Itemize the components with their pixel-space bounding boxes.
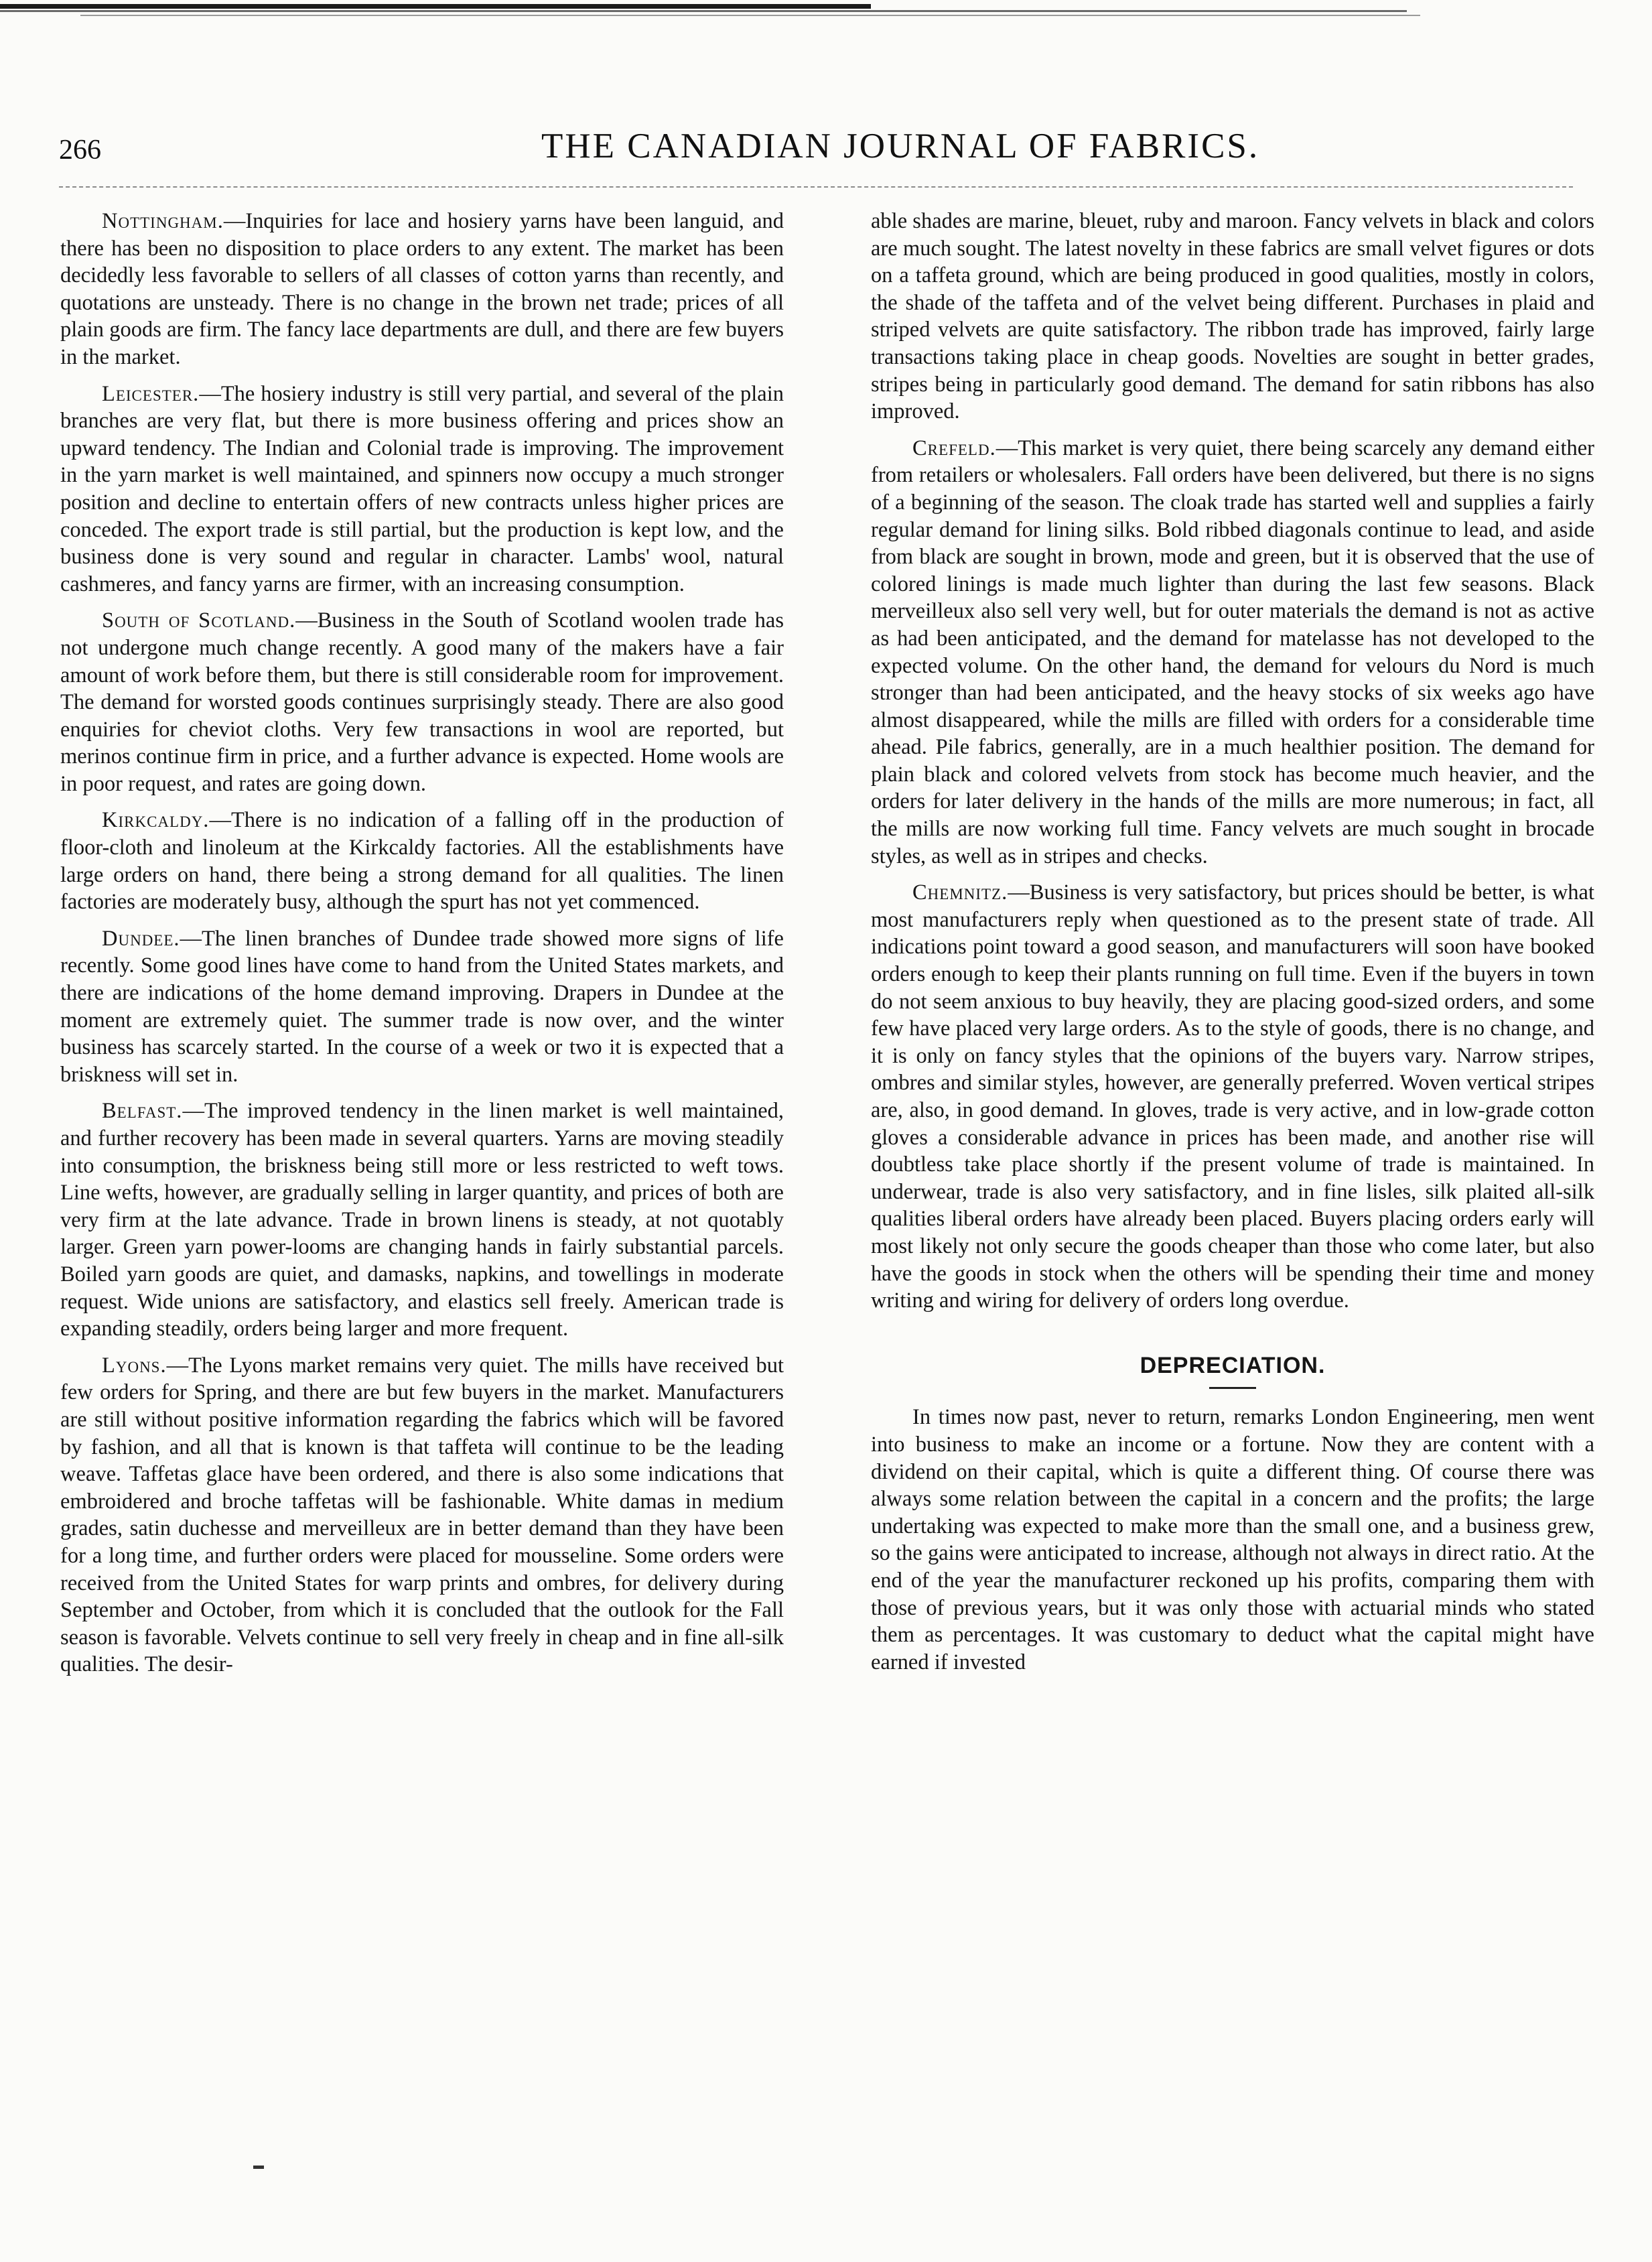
article-paragraph-kirkcaldy [60, 807, 784, 915]
paragraph-lead: Nottingham. [102, 209, 224, 233]
scan-bar [80, 15, 1420, 16]
paragraph-lead: Belfast. [102, 1099, 183, 1124]
article-paragraph-depreciation [871, 1404, 1594, 1676]
article-paragraph-belfast [60, 1097, 784, 1342]
article-paragraph-south-of-scotland [60, 607, 784, 797]
paragraph-lead: Chemnitz. [912, 880, 1008, 905]
paragraph-lead: South of Scotland. [102, 608, 296, 633]
paragraph-text: —The hosiery industry is still very partial, and several of the plain branches are very flat, but there is more business offering and prices show an upward tendency. The Indian and Colonial trade is improving. The improvement in the yarn market is well maintained, and spinners now occupy a much stronger position and decline to entertain offers of new contracts unless higher prices are conceded. The export trade is still partial, but the production is kept low, and the business done is very sound and regular in character. Lambs' wool, natural cashmeres, and fancy yarns are firmer, with an increasing consumption. [60, 381, 784, 596]
paragraph-lead: Crefeld. [912, 436, 996, 460]
header-rule [59, 186, 1573, 188]
print-mark [253, 2166, 264, 2169]
paragraph-lead: Lyons. [102, 1353, 167, 1378]
article-paragraph-lyons-continued [871, 208, 1594, 425]
paragraph-text: —Business is very satisfactory, but prices should be better, is what most manufacturers reply when questioned as to the present state of trade. All indications point toward a good season, and manufacturers will soon have booked orders enough to keep their plants running on full time. Even if the buyers in town do not seem anxious to buy heavily, they are placing good-sized orders, and some few have placed very large orders. As to the style of goods, there is no change, and it is only on fancy styles that the opinions of the buyers vary. Narrow stripes, ombres and similar styles, however, are generally preferred. Woven vertical stripes are, also, in good demand. In gloves, trade is very active, and in low-grade cotton gloves a considerable advance in prices has been made, and another rise will doubtless take place shortly if the present volume of trade is maintained. In underwear, trade is also very satisfactory, and in fine lisles, silk plaited all-silk qualities liberal orders have already been placed. Buyers placing orders early will most likely not only secure the goods cheaper than those who come later, but also have the goods in stock when the others will be spending their time and money writing and wiring for delivery of orders long overdue. [871, 880, 1594, 1313]
running-title: THE CANADIAN JOURNAL OF FABRICS. [541, 127, 1260, 165]
article-paragraph-dundee [60, 925, 784, 1089]
paragraph-lead: Dundee. [102, 926, 180, 951]
paragraph-lead: Leicester. [102, 381, 200, 406]
page-header [59, 126, 1573, 186]
article-paragraph-crefeld [871, 435, 1594, 870]
paragraph-text: —Business in the South of Scotland woolen trade has not undergone much change recently. A good many of the makers have a fair amount of work before them, but there is still considerable room for improvement. The demand for worsted goods continues surprisingly steady. There are also good enquiries for cheviot cloths. Very few transactions in wool are reported, but merinos continue firm in price, and a further advance is expected. Home wools are in poor request, and rates are going down. [60, 608, 784, 796]
section-title-rule [1209, 1387, 1256, 1389]
paragraph-text: able shades are marine, bleuet, ruby and maroon. Fancy velvets in black and colors are much sought. The latest novelty in these fabrics are small velvet figures or dots on a taffeta ground, which are being produced in good qualities, mostly in colors, the shade of the taffeta and of the velvet being different. Purchases in plaid and striped velvets are quite satisfactory. The ribbon trade has improved, fairly large transactions taking place in cheap goods. Novelties are sought in better grades, stripes being in particularly good demand. The demand for satin ribbons has also improved. [871, 209, 1594, 424]
paragraph-text: —Inquiries for lace and hosiery yarns have been languid, and there has been no disposition to place orders to any extent. The market has been decidedly less favorable to sellers of all classes of cotton yarns than recently, and quotations are unsteady. There is no change in the brown net trade; prices of all plain goods are firm. The fancy lace departments are dull, and there are few buyers in the market. [60, 209, 784, 369]
article-paragraph-lyons [60, 1352, 784, 1678]
paragraph-lead: Kirkcaldy. [102, 808, 210, 833]
article-paragraph-leicester [60, 381, 784, 598]
paragraph-text: —There is no indication of a falling off in the production of floor-cloth and linoleum at the Kirkcaldy factories. All the establishments have large orders on hand, there being a strong demand for all qualities. The linen factories are moderately busy, although the spurt has not yet commenced. [60, 808, 784, 915]
paragraph-text: —The linen branches of Dundee trade showed more signs of life recently. Some good lines have come to hand from the United States markets, and there are indications of the home demand improving. Drapers in Dundee at the moment are extremely quiet. The summer trade is now over, and the winter business has scarcely started. In the course of a week or two it is expected that a briskness will set in. [60, 926, 784, 1087]
scan-edge-artifact [0, 0, 1474, 23]
article-paragraph-nottingham [60, 208, 784, 371]
section-title-depreciation: DEPRECIATION. [1140, 1352, 1326, 1378]
article-paragraph-chemnitz [871, 879, 1594, 1315]
scan-bar [0, 4, 871, 9]
page-number: 266 [59, 135, 101, 165]
scan-bar [0, 10, 1407, 12]
paragraph-text: —This market is very quiet, there being scarcely any demand either from retailers or wholesalers. Fall orders have been delivered, but there is no signs of a beginning of the season. The cloak trade has started well and supplies a fairly regular demand for lining silks. Bold ribbed diagonals continue to lead, and aside from black are sought in brown, mode and green, but it is observed that the use of colored linings is made much lighter than during the last few seasons. Black merveilleux also sell very well, but for outer materials the demand is not as active as had been anticipated, and the demand for matelasse has not developed to the expected volume. On the other hand, the demand for velours du Nord is much stronger than had been anticipated, and the heavy stocks of six weeks ago have almost disappeared, while the mills are filled with orders for a considerable time ahead. Pile fabrics, generally, are in a much healthier position. The demand for plain black and colored velvets from stock has become much heavier, and the orders for later delivery in the hands of the mills are more numerous; in fact, all the mills are now working full time. Fancy velvets are much sought in brocade styles, as well as in stripes and checks. [871, 436, 1594, 868]
left-column [60, 208, 784, 1688]
right-column [871, 208, 1594, 1685]
paragraph-text: —The improved tendency in the linen market is well maintained, and further recovery has been made in several quarters. Yarns are moving steadily into consumption, the briskness being still more or less restricted to weft tows. Line wefts, however, are gradually selling in larger quantity, and prices of both are very firm at the late advance. Trade in brown linens is steady, at not quotably larger. Green yarn power-looms are changing hands in fairly substantial parcels. Boiled yarn goods are quiet, and damasks, napkins, and towellings in moderate request. Wide unions are satisfactory, and elastics sell freely. American trade is expanding steadily, orders being larger and more frequent. [60, 1099, 784, 1341]
paragraph-text: —The Lyons market remains very quiet. The mills have received but few orders for Spring, and there are but few buyers in the market. Manufacturers are still without positive information regarding the fabrics which will be favored by fashion, and all that is known is that taffeta will continue to be the leading weave. Taffetas glace have been ordered, and there is also some indications that embroidered and broche taffetas will be fashionable. White damas in medium grades, satin duchesse and merveilleux are in better demand than they have been for a long time, and further orders were placed for mousseline. Some orders were received from the United States for warp prints and ombres, for delivery during September and October, from which it is concluded that the outlook for the Fall season is favorable. Velvets continue to sell very freely in cheap and in fine all-silk qualities. The desir- [60, 1353, 784, 1677]
paragraph-text: In times now past, never to return, remarks London Engineering, men went into business to make an income or a fortune. Now they are content with a dividend on their capital, which is quite a different thing. Of course there was always some relation between the capital in a concern and the profits; the large undertaking was expected to make more than the small one, and a business grew, so the gains were anticipated to increase, although not always in direct ratio. At the end of the year the manufacturer reckoned up his profits, comparing them with those of previous years, but it was only those with actuarial minds who stated them as percentages. It was customary to deduct what the capital might have earned if invested [871, 1405, 1594, 1674]
